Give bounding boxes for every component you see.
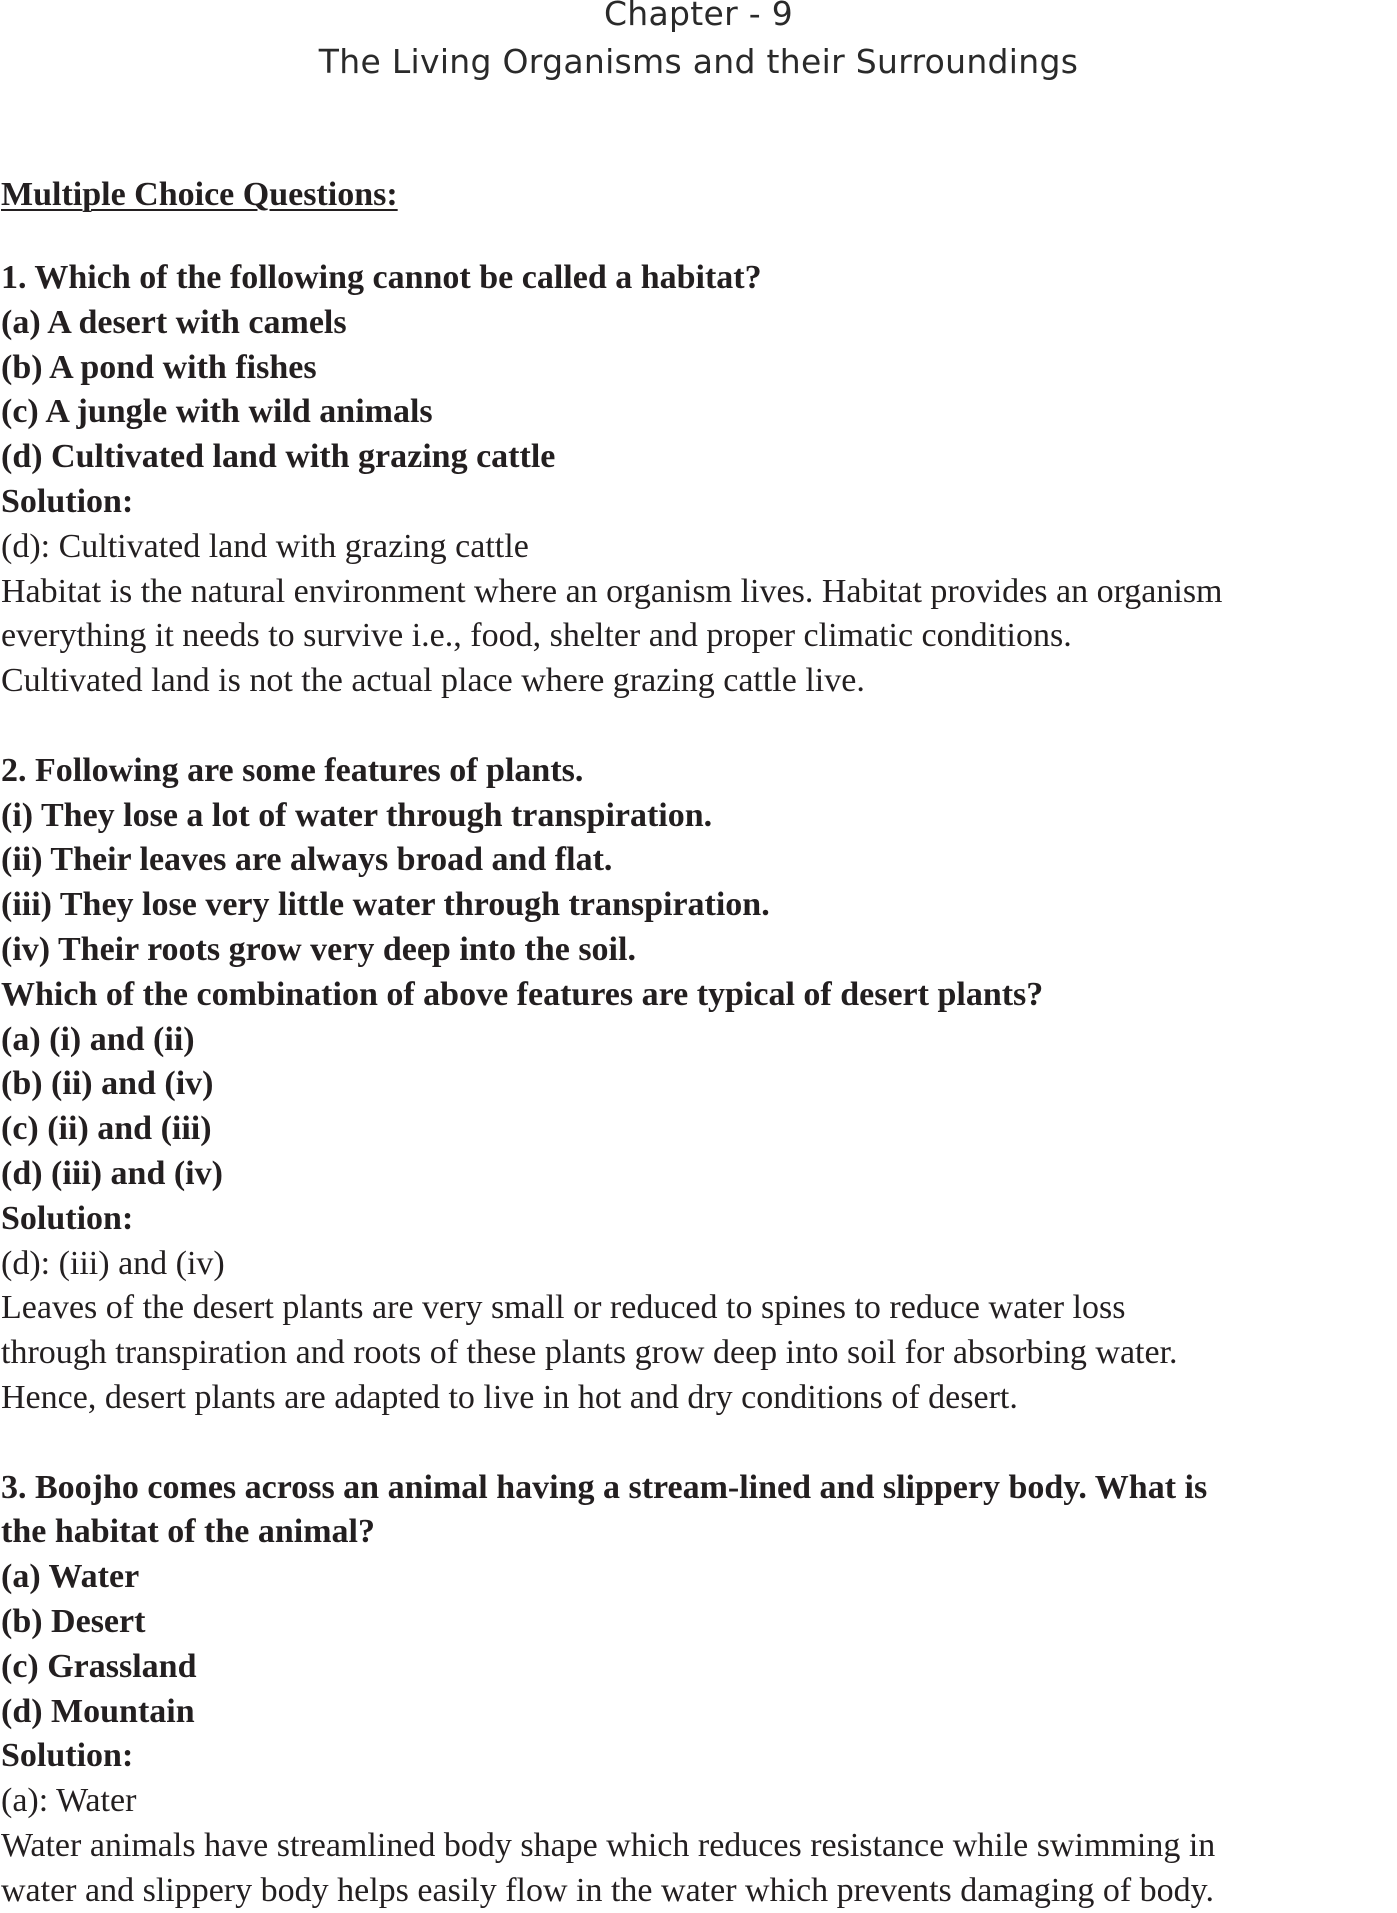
explanation-line: Leaves of the desert plants are very small or reduced to spines to reduce water loss: [1, 1289, 1126, 1327]
question-text: 1. Which of the following cannot be called a habitat?: [1, 259, 762, 296]
option-c: (c) A jungle with wild animals: [1, 393, 433, 431]
question-text: 3. Boojho comes across an animal having a stream-lined and slippery body. What is: [1, 1468, 1208, 1506]
option-a: (a) A desert with camels: [1, 303, 347, 341]
question-text: 2. Following are some features of plants.: [1, 751, 584, 789]
option-c: (c) (ii) and (iii): [1, 1110, 212, 1148]
option-d: (d) Cultivated land with grazing cattle: [1, 438, 556, 476]
question-text-continued: the habitat of the animal?: [1, 1513, 375, 1551]
explanation-line: everything it needs to survive i.e., food, shelter and proper climatic conditions.: [1, 617, 1072, 655]
option-c: (c) Grassland: [1, 1647, 197, 1685]
question-1: [1, 256, 1397, 704]
explanation-line: Habitat is the natural environment where an organism lives. Habitat provides an organism: [1, 572, 1223, 610]
option-d: (d) Mountain: [1, 1692, 195, 1730]
question-list: [1, 256, 1397, 1913]
option-b: (b) (ii) and (iv): [1, 1065, 214, 1103]
spacer: [1, 1421, 1397, 1466]
chapter-number: Chapter - 9: [603, 0, 794, 33]
solution-label: Solution:: [1, 482, 134, 520]
solution-label: Solution:: [1, 1199, 134, 1237]
explanation-line: Cultivated land is not the actual place where grazing cattle live.: [1, 662, 865, 700]
option-d: (d) (iii) and (iv): [1, 1154, 223, 1192]
explanation-line: Water animals have streamlined body shape which reduces resistance while swimming in: [1, 1826, 1216, 1864]
question-2: [1, 749, 1397, 1421]
section-heading: Multiple Choice Questions:: [1, 176, 398, 213]
option-a: (a) (i) and (ii): [1, 1020, 195, 1058]
solution-label: Solution:: [1, 1737, 134, 1775]
feature-iv: (iv) Their roots grow very deep into the soil.: [1, 930, 636, 968]
feature-iii: (iii) They lose very little water through transpiration.: [1, 886, 770, 924]
question-3: [1, 1466, 1397, 1913]
feature-i: (i) They lose a lot of water through transpiration.: [1, 796, 713, 834]
option-b: (b) A pond with fishes: [1, 348, 317, 386]
question-prompt: Which of the combination of above features are typical of desert plants?: [1, 975, 1044, 1013]
answer: (d): Cultivated land with grazing cattle: [1, 527, 529, 565]
explanation-line: water and slippery body helps easily flow in the water which prevents damaging of body.: [1, 1871, 1214, 1909]
chapter-title: The Living Organisms and their Surroundings: [318, 42, 1079, 81]
explanation-line: Hence, desert plants are adapted to live in hot and dry conditions of desert.: [1, 1378, 1018, 1416]
option-a: (a) Water: [1, 1558, 140, 1596]
answer: (d): (iii) and (iv): [1, 1244, 225, 1282]
explanation-line: through transpiration and roots of these plants grow deep into soil for absorbing water.: [1, 1334, 1178, 1372]
spacer: [1, 704, 1397, 749]
option-b: (b) Desert: [1, 1602, 146, 1640]
answer: (a): Water: [1, 1782, 137, 1820]
feature-ii: (ii) Their leaves are always broad and flat.: [1, 841, 613, 879]
